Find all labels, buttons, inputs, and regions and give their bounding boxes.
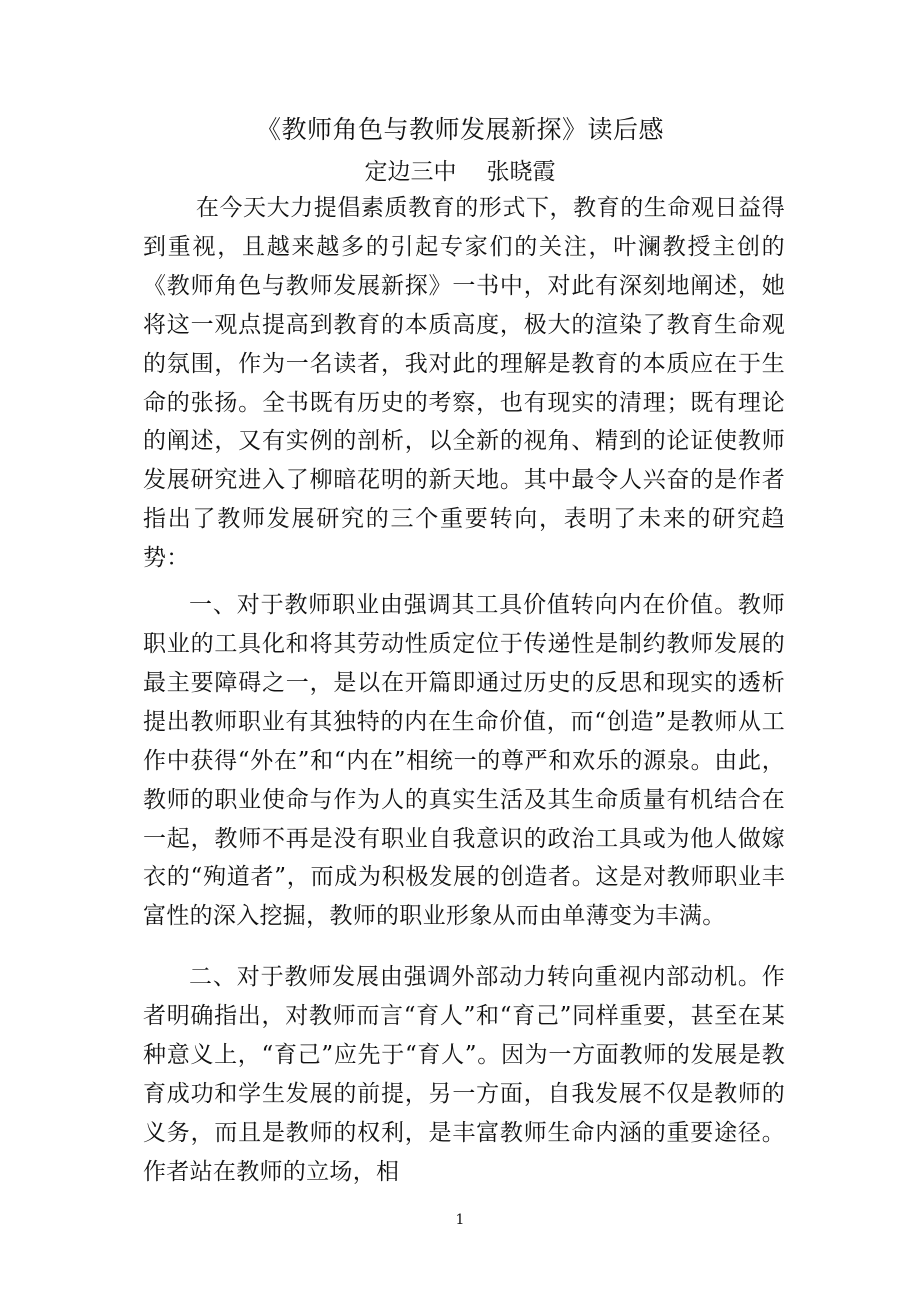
author-name: 张晓霞: [486, 159, 556, 185]
paragraph-intro: 在今天大力提倡素质教育的形式下，教育的生命观日益得到重视，且越来越多的引起专家们的关注，叶澜教授主创的《教师角色与教师发展新探》一书中，对此有深刻地阐述，她将这一观点提高到教育的本质高度，极大的渲染了教育生命观的氛围，作为一名读者，我对此的理解是教育的本质应在于生命的张扬。全书既有历史的考察，也有现实的清理；既有理论的阐述，又有实例的剖析，以全新的视角、精到的论证使教师发展研究进入了柳暗花明的新天地。其中最令人兴奋的是作者指出了教师发展研究的三个重要转向，表明了未来的研究趋势：: [143, 195, 785, 572]
page-number: 1: [455, 1212, 465, 1228]
author-line: [0, 152, 920, 192]
document-body: [143, 189, 785, 1192]
document-title: 《教师角色与教师发展新探》读后感: [255, 115, 664, 144]
author-school: 定边三中: [364, 159, 457, 185]
paragraph-point-one: 一、对于教师职业由强调其工具价值转向内在价值。教师职业的工具化和将其劳动性质定位于传递性是制约教师发展的最主要障碍之一，是以在开篇即通过历史的反思和现实的透析提出教师职业有其独特的内在生命价值，而“创造”是教师从工作中获得“外在”和“内在”相统一的尊严和欢乐的源泉。由此，教师的职业使命与作为人的真实生活及其生命质量有机结合在一起，教师不再是没有职业自我意识的政治工具或为他人做嫁衣的“殉道者”，而成为积极发展的创造者。这是对教师职业丰富性的深入挖掘，教师的职业形象从而由单薄变为丰满。: [143, 592, 785, 930]
paragraph-point-two: 二、对于教师发展由强调外部动力转向重视内部动机。作者明确指出，对教师而言“育人”和“育己”同样重要，甚至在某种意义上，“育己”应先于“育人”。因为一方面教师的发展是教育成功和学生发展的前提，另一方面，自我发展不仅是教师的义务，而且是教师的权利，是丰富教师生命内涵的重要途径。作者站在教师的立场，相: [143, 964, 785, 1185]
